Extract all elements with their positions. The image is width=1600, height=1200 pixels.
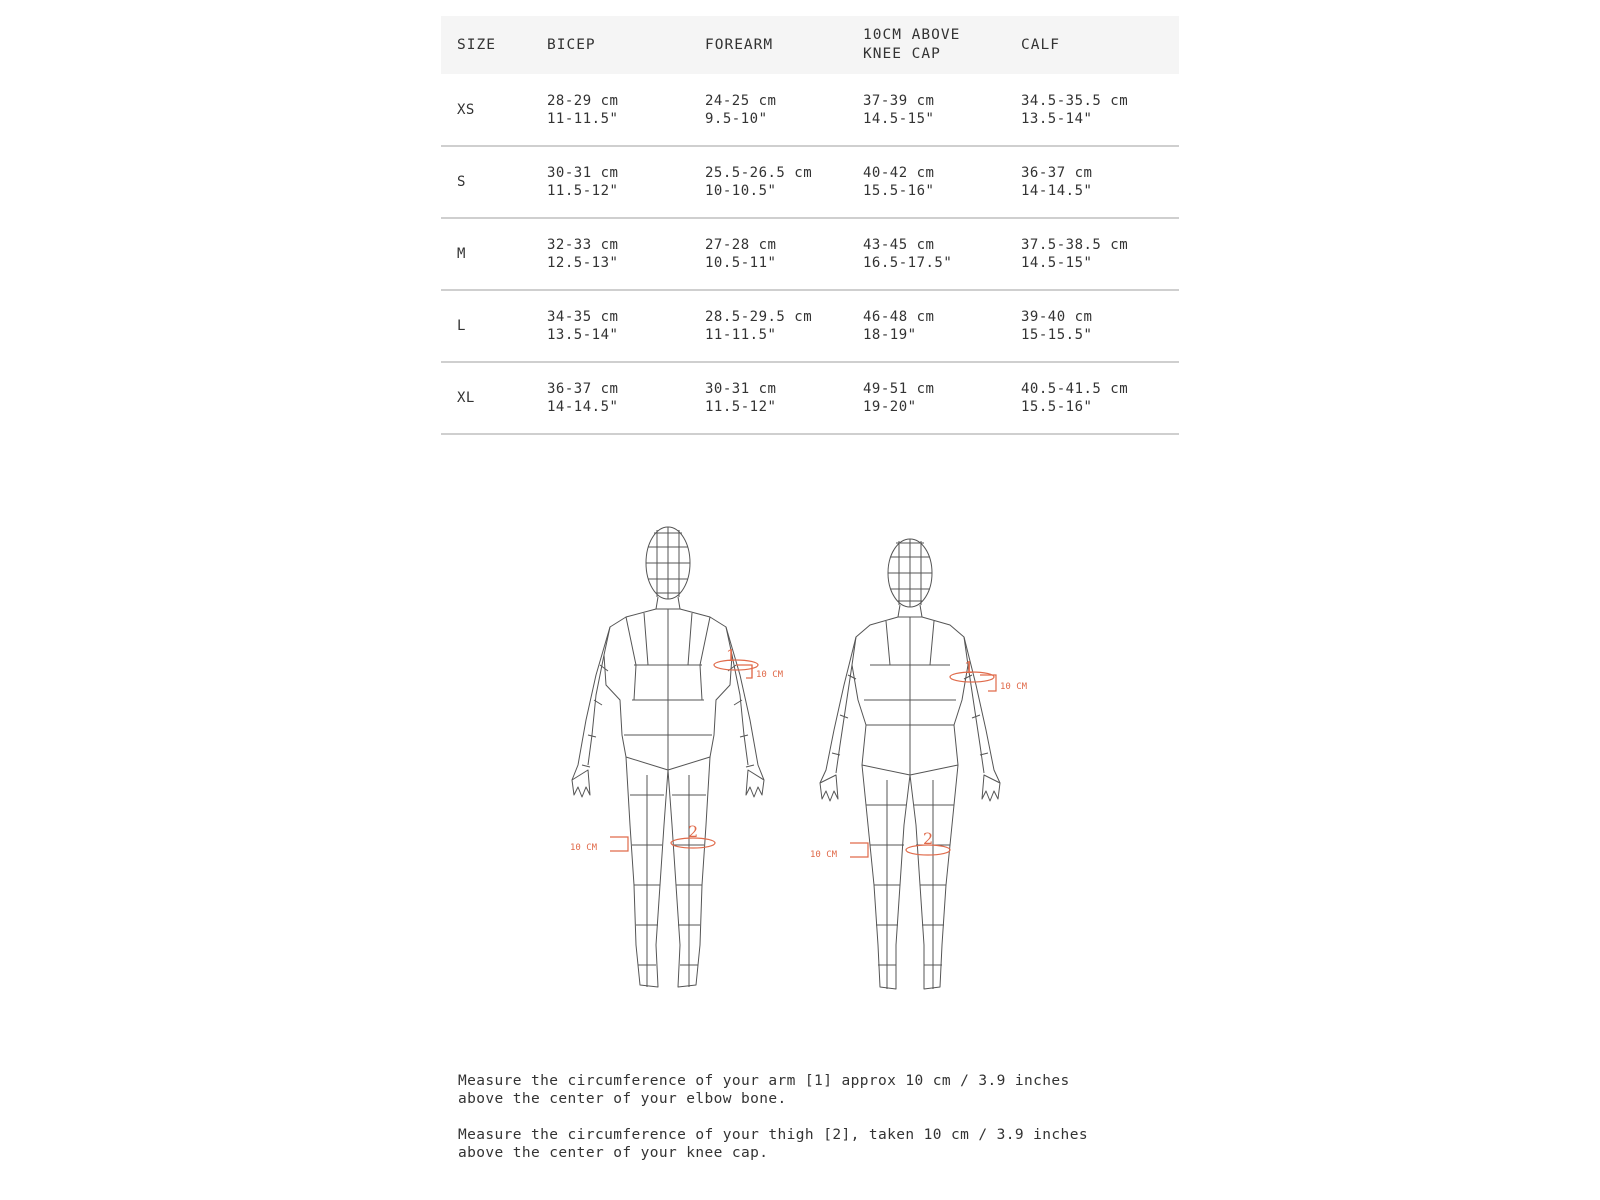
measurement-instructions — [458, 1072, 1158, 1180]
measurement-figures — [540, 525, 1060, 1025]
female-figure — [820, 539, 1000, 989]
table-row — [441, 362, 1179, 434]
bicep-cell: 30-31 cm 11.5-12" — [547, 165, 619, 199]
body-figures-illustration — [540, 525, 1060, 1025]
size-cell: XL — [457, 390, 475, 406]
table-row — [441, 290, 1179, 362]
arm-instruction: Measure the circumference of your arm [1] approx 10 cm / 3.9 inches above the center of your elbow bone. — [458, 1073, 1070, 1107]
table-row — [441, 146, 1179, 218]
forearm-cell: 30-31 cm 11.5-12" — [705, 381, 777, 415]
calf-cell: 34.5-35.5 cm 13.5-14" — [1021, 92, 1129, 127]
forearm-cell: 28.5-29.5 cm 11-11.5" — [705, 309, 813, 343]
header-knee: 10CM ABOVE KNEE CAP — [863, 27, 961, 62]
thigh-marker-male: 2 — [688, 822, 699, 841]
thigh-instruction: Measure the circumference of your thigh [2], taken 10 cm / 3.9 inches above the center of your knee cap. — [458, 1127, 1088, 1161]
bicep-cell: 28-29 cm 11-11.5" — [547, 92, 619, 127]
table-row — [441, 74, 1179, 146]
forearm-cell: 27-28 cm 10.5-11" — [705, 237, 777, 271]
forearm-cell: 25.5-26.5 cm 10-10.5" — [705, 165, 813, 199]
knee-cell: 37-39 cm 14.5-15" — [863, 92, 935, 127]
male-figure — [572, 527, 764, 987]
knee-cell: 40-42 cm 15.5-16" — [863, 165, 935, 199]
ten-cm-label-female-thigh: 10 CM — [810, 850, 838, 860]
calf-cell: 40.5-41.5 cm 15.5-16" — [1021, 381, 1129, 415]
bicep-cell: 36-37 cm 14-14.5" — [547, 381, 619, 415]
bicep-cell: 32-33 cm 12.5-13" — [547, 237, 619, 271]
ten-cm-label-male-thigh: 10 CM — [570, 843, 598, 853]
size-table — [441, 16, 1179, 435]
arm-marker-male: 1 — [726, 646, 737, 665]
arm-marker-female: 1 — [964, 658, 975, 677]
calf-cell: 37.5-38.5 cm 14.5-15" — [1021, 237, 1129, 271]
calf-cell: 39-40 cm 15-15.5" — [1021, 309, 1093, 343]
header-forearm: FOREARM — [705, 36, 774, 53]
size-chart — [441, 16, 1163, 435]
header-calf: CALF — [1021, 36, 1060, 53]
thigh-marker-female: 2 — [923, 829, 934, 848]
size-cell: M — [457, 246, 466, 262]
bicep-cell: 34-35 cm 13.5-14" — [547, 309, 619, 343]
header-bicep: BICEP — [547, 36, 596, 53]
forearm-cell: 24-25 cm 9.5-10" — [705, 92, 777, 127]
table-header-row — [441, 16, 1179, 74]
ten-cm-label-male-arm: 10 CM — [756, 670, 784, 680]
size-cell: L — [457, 318, 466, 334]
size-cell: S — [457, 174, 466, 190]
header-size: SIZE — [457, 36, 496, 53]
calf-cell: 36-37 cm 14-14.5" — [1021, 165, 1093, 199]
knee-cell: 46-48 cm 18-19" — [863, 309, 935, 343]
ten-cm-label-female-arm: 10 CM — [1000, 682, 1028, 692]
table-row — [441, 218, 1179, 290]
size-cell: XS — [457, 101, 475, 118]
knee-cell: 43-45 cm 16.5-17.5" — [863, 237, 953, 271]
knee-cell: 49-51 cm 19-20" — [863, 381, 935, 415]
